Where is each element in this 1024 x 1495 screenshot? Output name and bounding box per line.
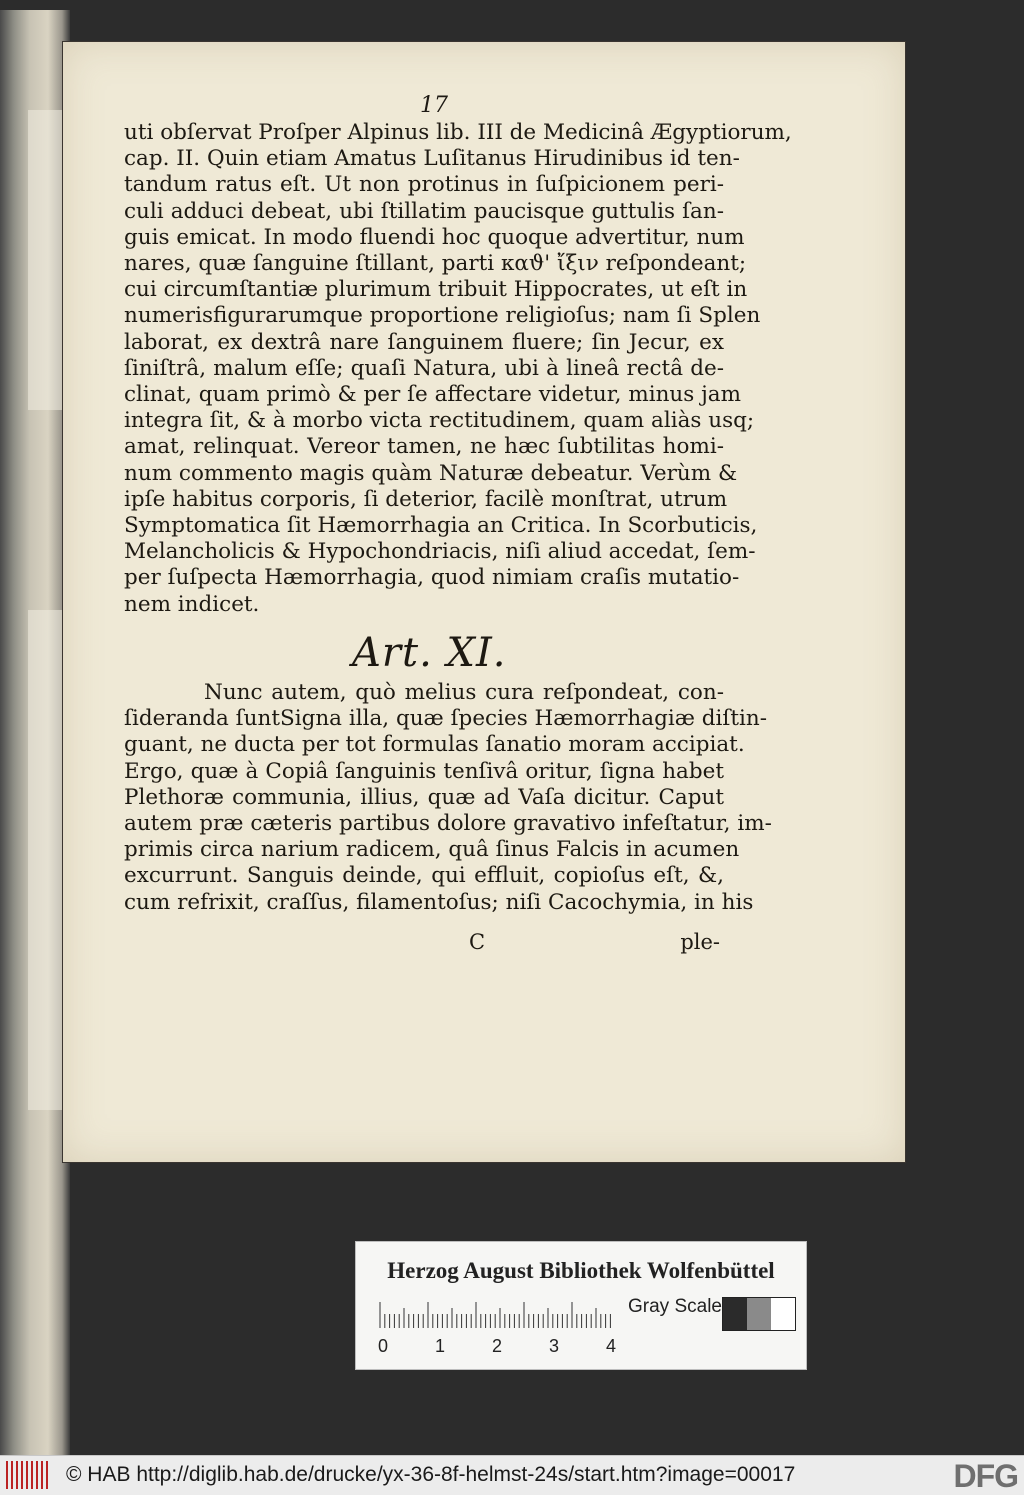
signature-mark: C: [469, 930, 486, 954]
paragraph-main: [124, 120, 792, 618]
text-line: autem præ cæteris partibus dolore gravativo infeſtatur, im-: [124, 811, 772, 837]
page-footer-line: [124, 930, 724, 958]
text-line: nem indicet.: [124, 591, 260, 617]
ruler-number: 1: [435, 1336, 446, 1356]
ruler-number: 2: [492, 1336, 503, 1356]
text-line: per ſuſpecta Hæmorrhagia, quod nimiam craſis mutatio-: [124, 565, 740, 591]
text-line: uti obſervat Proſper Alpinus lib. III de Medicinâ Ægyptiorum,: [124, 120, 792, 145]
text-line: cap. II. Quin etiam Amatus Luſitanus Hirudinibus id ten-: [124, 146, 740, 172]
text-line: guant, ne ducta per tot formulas ſanatio moram accipiat.: [124, 732, 745, 758]
paragraph-article: [124, 680, 772, 916]
facing-page-leaf: [28, 110, 64, 410]
text-line: num commento magis quàm Naturæ debeatur. Verùm &: [124, 460, 738, 486]
text-line: Ergo, quæ à Copiâ ſanguinis tenſivâ oritur, ſigna habet: [124, 758, 724, 784]
page-number: 17: [420, 93, 448, 118]
viewer-footer-bar: [0, 1455, 1024, 1495]
text-line: Symptomatica ſit Hæmorrhagia an Critica. In Scorbuticis,: [124, 513, 758, 539]
text-line: ſideranda ſuntSigna illa, quæ ſpecies Hæmorrhagiæ diſtin-: [124, 706, 767, 732]
text-line: Melancholicis & Hypochondriacis, niſi aliud accedat, ſem-: [124, 539, 756, 565]
ruler-numbers: [378, 1336, 638, 1360]
gray-scale-swatches: [722, 1297, 796, 1331]
ruler-number: 0: [378, 1336, 389, 1356]
text-line: cui circumſtantiæ plurimum tribuit Hippocrates, ut eſt in: [124, 277, 748, 303]
ruler-scale: [378, 1300, 618, 1328]
text-line: integra ſit, & à morbo victa rectitudinem, quam aliàs usq;: [124, 408, 755, 434]
gray-scale-label: Gray Scale: [628, 1296, 722, 1317]
text-line: primis circa narium radicem, quâ ſinus Falcis in acumen: [124, 837, 740, 863]
text-line: cum refrixit, craſſus, filamentoſus; niſi Cacochymia, in his: [124, 889, 754, 915]
text-line: ipſe habitus corporis, ſi deterior, facilè monſtrat, utrum: [124, 486, 728, 512]
text-line: Plethoræ communia, illius, quæ ad Vaſa dicitur. Caput: [124, 784, 724, 810]
text-line: culi adduci debeat, ubi ſtillatim paucisque guttulis ſan-: [124, 198, 724, 224]
text-line: Nunc autem, quò melius cura reſpondeat, con-: [204, 680, 724, 705]
ruler-number: 4: [606, 1336, 617, 1356]
text-line: tandum ratus eſt. Ut non protinus in ſuſpicionem peri-: [124, 172, 724, 198]
gray-swatch: [771, 1298, 795, 1330]
copyright-link[interactable]: © HAB http://diglib.hab.de/drucke/yx-36-8f-helmst-24s/start.htm?image=00017: [66, 1463, 796, 1486]
text-line: amat, relinquat. Vereor tamen, ne hæc ſubtilitas homi-: [124, 434, 724, 460]
facing-page-leaf: [28, 610, 64, 1110]
barcode-icon: [6, 1461, 48, 1489]
library-name: Herzog August Bibliothek Wolfenbüttel: [387, 1258, 775, 1283]
text-line: laborat, ex dextrâ nare ſanguinem fluere; ſin Jecur, ex: [124, 329, 724, 355]
dfg-logo: DFG: [953, 1458, 1018, 1494]
gray-swatch: [747, 1298, 771, 1330]
section-heading: Art. XI.: [352, 630, 507, 676]
ruler-number: 3: [549, 1336, 560, 1356]
text-line: nares, quæ ſanguine ſtillant, parti καϑ' ἴξιν reſpondeant;: [124, 251, 747, 277]
gray-swatch: [723, 1298, 747, 1330]
catchword: ple-: [680, 930, 720, 954]
text-line: clinat, quam primò & per ſe affectare videtur, minus jam: [124, 382, 742, 408]
library-color-label: [355, 1241, 807, 1370]
text-line: guis emicat. In modo fluendi hoc quoque advertitur, num: [124, 224, 745, 250]
text-line: numerisfigurarumque proportione religioſus; nam ſi Splen: [124, 303, 761, 329]
text-line: ſiniſtrâ, malum eſſe; quaſi Natura, ubi à lineâ rectâ de-: [124, 355, 724, 381]
book-binding-edge: [0, 10, 70, 1455]
text-line: excurrunt. Sanguis deinde, qui effluit, copioſus eſt, &,: [124, 863, 724, 889]
